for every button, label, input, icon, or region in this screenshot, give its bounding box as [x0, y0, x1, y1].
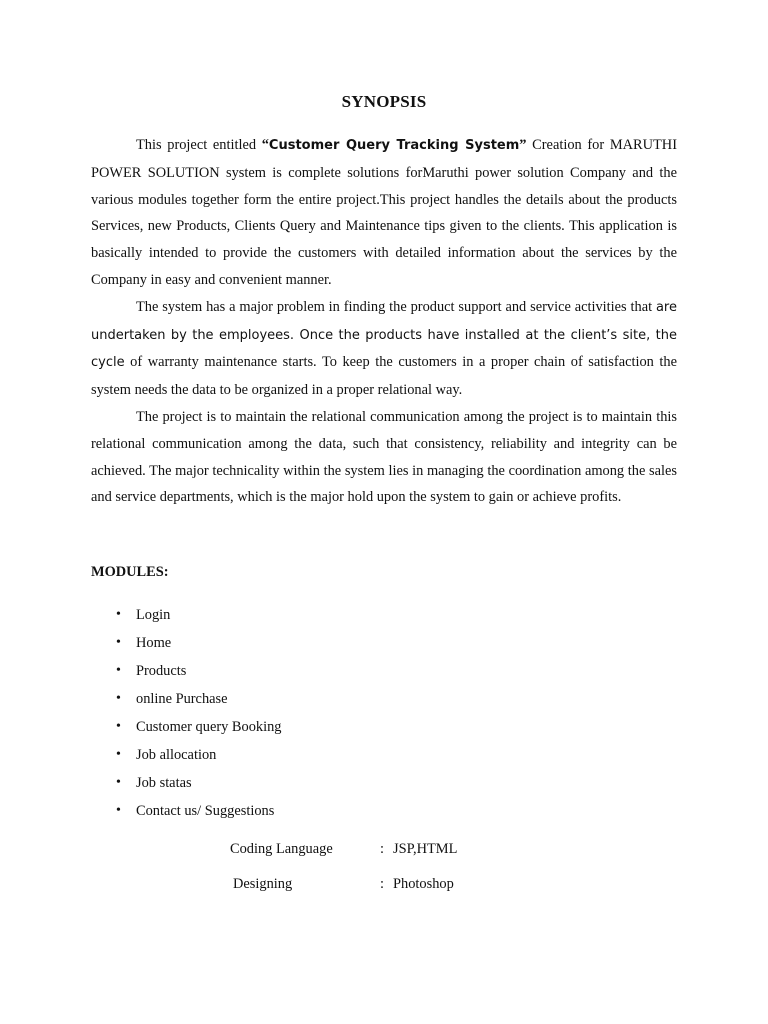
quote-open: “ — [261, 137, 269, 153]
bullet-icon: • — [116, 803, 121, 818]
module-label: Products — [136, 663, 187, 679]
intro-rest: Creation for MARUTHI POWER SOLUTION system is complete solutions forMaruthi power solution Company and the various modules together form the entire project.This project handles the details about the products Services, new Products, Clients Query and Maintenance tips given to the clients. This application is basically intended to provide the customers with detailed information about the services by the Company in easy and convenient manner. — [91, 137, 677, 288]
list-item — [91, 797, 282, 825]
list-item — [91, 769, 282, 797]
bullet-icon: • — [116, 747, 121, 762]
spec-value: Photoshop — [393, 876, 454, 892]
list-item — [91, 713, 282, 741]
quote-close: ” — [519, 137, 527, 153]
modules-heading: MODULES: — [91, 564, 169, 580]
bullet-icon: • — [116, 719, 121, 734]
list-item — [91, 657, 282, 685]
spec-value: JSP,HTML — [393, 841, 458, 857]
module-label: Login — [136, 607, 171, 623]
paragraph-intro — [91, 132, 677, 294]
bullet-icon: • — [116, 607, 121, 622]
modules-list — [91, 601, 282, 825]
problem-part3: of warranty maintenance starts. To keep the customers in a proper chain of satisfaction the system needs the data to be organized in a proper relational way. — [91, 354, 677, 399]
spec-label: Designing — [233, 876, 293, 892]
paragraph-problem — [91, 294, 677, 404]
problem-part2: are undertaken by the employees. Once the products have installed at the client’s site, the cycle — [91, 299, 677, 371]
module-label: Job statas — [136, 775, 192, 791]
bullet-icon: • — [116, 663, 121, 678]
spec-separator: : — [380, 876, 384, 892]
module-label: online Purchase — [136, 691, 228, 707]
bullet-icon: • — [116, 635, 121, 650]
module-label: Job allocation — [136, 747, 217, 763]
project-name: Customer Query Tracking System — [268, 138, 520, 153]
problem-part1: The system has a major problem in finding the product support and service activities that — [136, 298, 656, 315]
page-title: SYNOPSIS — [341, 92, 427, 111]
bullet-icon: • — [116, 775, 121, 790]
synopsis-body — [91, 132, 677, 511]
module-label: Customer query Booking — [136, 719, 282, 735]
spec-label: Coding Language — [230, 841, 333, 857]
module-label: Contact us/ Suggestions — [136, 803, 275, 819]
bullet-icon: • — [116, 691, 121, 706]
module-label: Home — [136, 635, 172, 651]
spec-separator: : — [380, 841, 384, 857]
list-item — [91, 741, 282, 769]
intro-prefix: This project entitled — [136, 137, 262, 153]
paragraph-objective: The project is to maintain the relational communication among the project is to maintain this relational communication among the data, such that consistency, reliability and integrity can be achieved. The major technicality within the system lies in managing the coordination among the sales and service departments, which is the major hold upon the system to gain or achieve profits. — [91, 408, 677, 506]
list-item — [91, 629, 282, 657]
list-item — [91, 601, 282, 629]
list-item — [91, 685, 282, 713]
